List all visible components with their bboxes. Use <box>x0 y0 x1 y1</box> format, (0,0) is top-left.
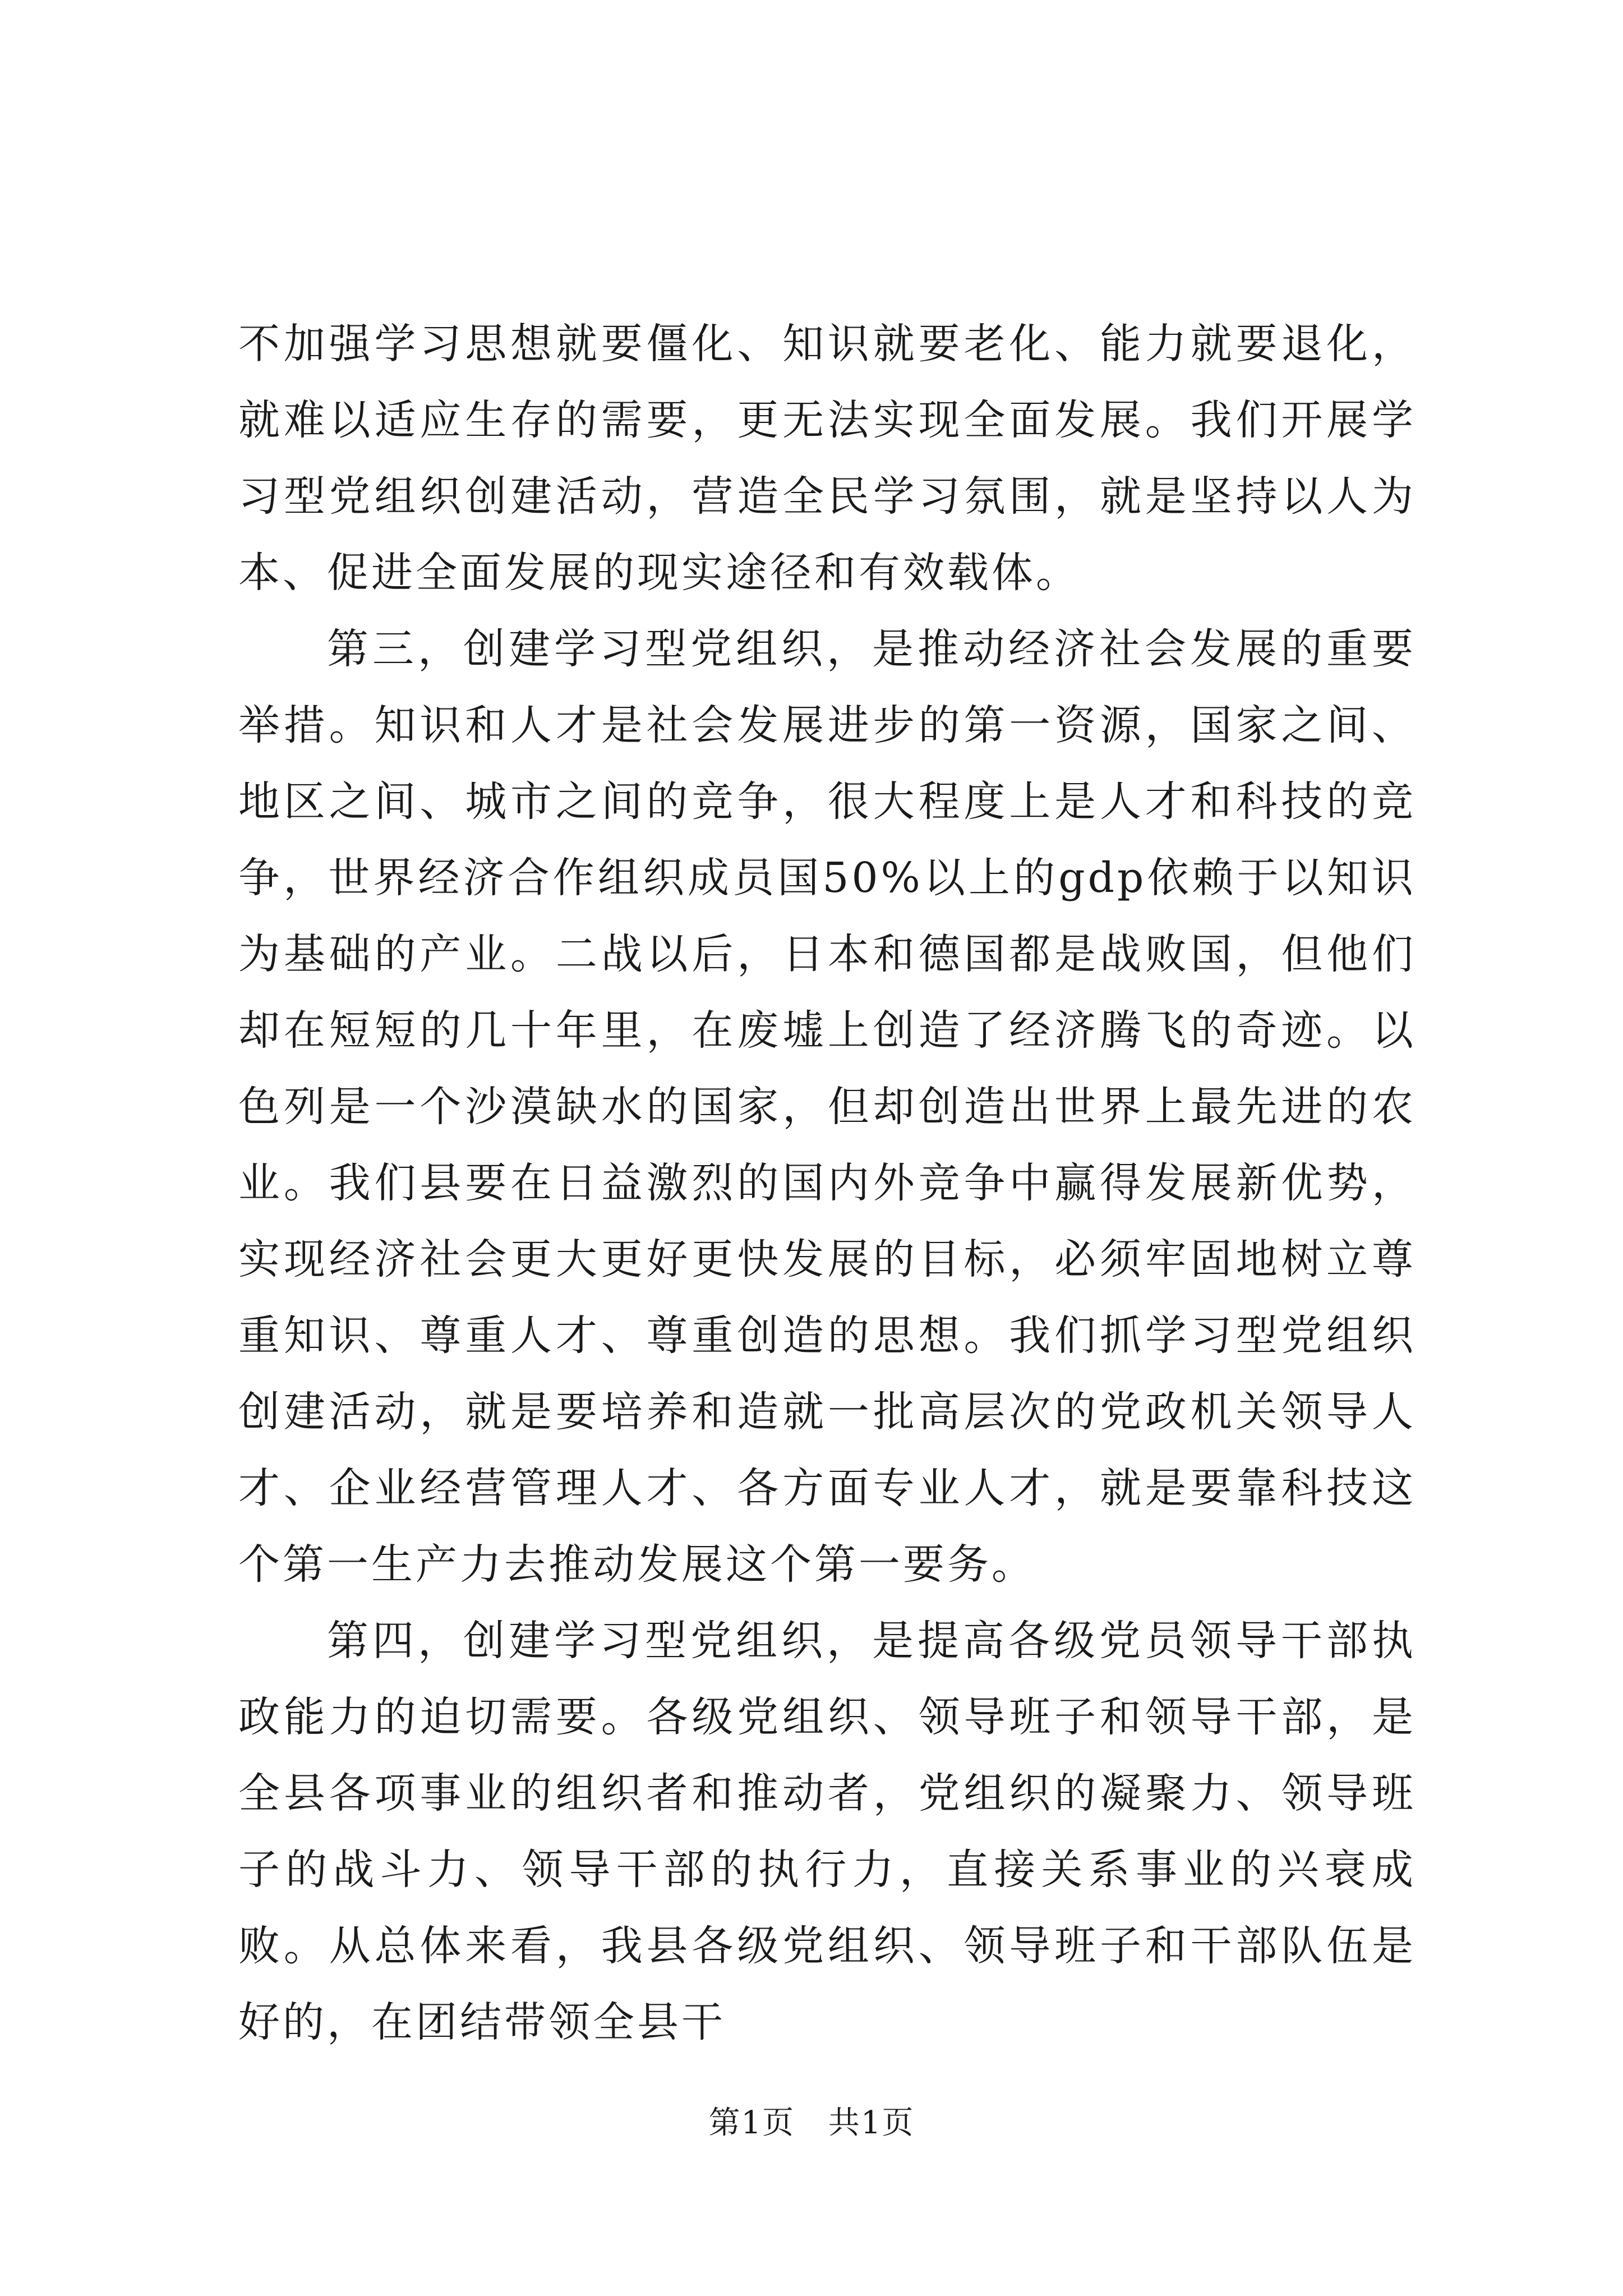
paragraph-1: 不加强学习思想就要僵化、知识就要老化、能力就要退化，就难以适应生存的需要，更无法实现全面发展。我们开展学习型党组织创建活动，营造全民学习氛围，就是坚持以人为本、促进全面发展的现实途径和有效载体。 <box>238 320 1416 597</box>
page-footer <box>0 2104 1623 2143</box>
page-number-current: 第1页 <box>708 2105 795 2141</box>
page-number-total: 共1页 <box>828 2105 915 2141</box>
document-body <box>238 306 1416 2060</box>
paragraph-2: 第三，创建学习型党组织，是推动经济社会发展的重要举措。知识和人才是社会发展进步的第一资源，国家之间、地区之间、城市之间的竞争，很大程度上是人才和科技的竞争，世界经济合作组织成员国50%以上的gdp依赖于以知识为基础的产业。二战以后，日本和德国都是战败国，但他们却在短短的几十年里，在废墟上创造了经济腾飞的奇迹。以色列是一个沙漠缺水的国家，但却创造出世界上最先进的农业。我们县要在日益激烈的国内外竞争中赢得发展新优势，实现经济社会更大更好更快发展的目标，必须牢固地树立尊重知识、尊重人才、尊重创造的思想。我们抓学习型党组织创建活动，就是要培养和造就一批高层次的党政机关领导人才、企业经营管理人才、各方面专业人才，就是要靠科技这个第一生产力去推动发展这个第一要务。 <box>238 625 1416 1589</box>
paragraph-3: 第四，创建学习型党组织，是提高各级党员领导干部执政能力的迫切需要。各级党组织、领导班子和领导干部，是全县各项事业的组织者和推动者，党组织的凝聚力、领导班子的战斗力、领导干部的执行力，直接关系事业的兴衰成败。从总体来看，我县各级党组织、领导班子和干部队伍是好的，在团结带领全县干 <box>238 1617 1416 2046</box>
